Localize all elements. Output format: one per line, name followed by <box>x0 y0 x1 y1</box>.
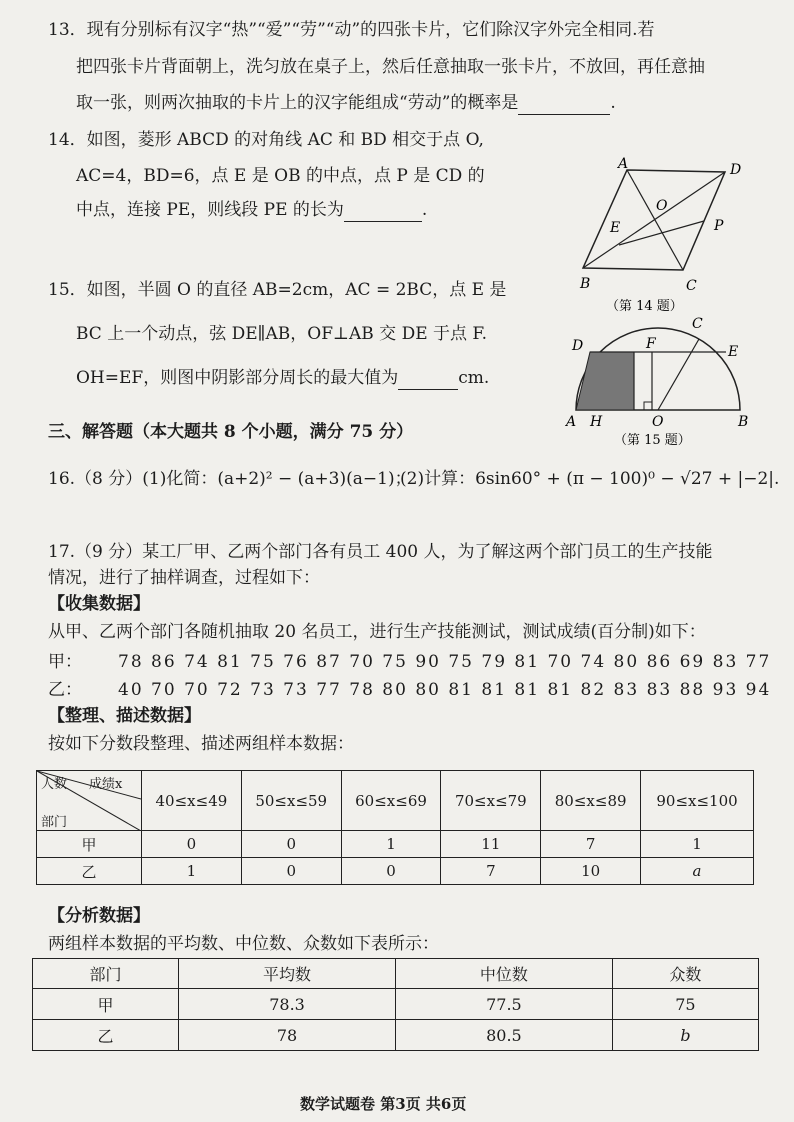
dept-cell: 甲 <box>37 831 142 858</box>
count-cell: 7 <box>541 831 641 858</box>
statistics-table <box>32 958 759 1051</box>
q15-line-1: 15．如图，半圆 O 的直径 AB=2cm，AC = 2BC，点 E 是 <box>48 280 507 300</box>
frequency-table-header-row <box>37 771 754 831</box>
count-cell: 1 <box>341 831 441 858</box>
table-row <box>33 1020 759 1051</box>
collect-data-text: 从甲、乙两个部门各随机抽取 20 名员工，进行生产技能测试，测试成绩(百分制)如下： <box>48 622 706 642</box>
q14-line-2: AC=4，BD=6，点 E 是 OB 的中点，点 P 是 CD 的 <box>76 166 485 186</box>
mode-cell: 75 <box>612 989 758 1020</box>
table-row <box>33 989 759 1020</box>
count-cell: 11 <box>441 831 541 858</box>
collect-data-title: 【收集数据】 <box>48 594 150 614</box>
q14-label-o: O <box>656 198 668 214</box>
q14-line-3: 中点，连接 PE，则线段 PE 的长为 . <box>76 200 428 220</box>
q15-label-d: D <box>572 338 584 354</box>
header-cell: 部门 <box>33 959 179 989</box>
count-cell: 0 <box>241 831 341 858</box>
header-cell: 80≤x≤89 <box>541 771 641 831</box>
analyze-data-text: 两组样本数据的平均数、中位数、众数如下表所示： <box>48 934 439 954</box>
table-row <box>37 831 754 858</box>
organize-data-text: 按如下分数段整理、描述两组样本数据： <box>48 734 354 754</box>
section-heading: 三、解答题（本大题共 8 个小题，满分 75 分） <box>48 422 414 442</box>
count-cell: 1 <box>641 831 754 858</box>
q14-caption: （第 14 题） <box>606 299 683 314</box>
table-row <box>37 858 754 885</box>
q15-line-3 <box>76 366 489 390</box>
dept-cell: 乙 <box>37 858 142 885</box>
answer-blank-14 <box>344 203 422 222</box>
corner-dept-label: 部门 <box>41 815 68 830</box>
q15-label-e: E <box>728 344 739 360</box>
dept-cell: 乙 <box>33 1020 179 1051</box>
count-cell: 7 <box>441 858 541 885</box>
median-cell: 77.5 <box>395 989 612 1020</box>
q15-semicircle-figure <box>562 310 762 450</box>
q15-label-b: B <box>738 414 749 430</box>
q15-label-o: O <box>652 414 664 430</box>
mode-cell: b <box>612 1020 758 1051</box>
header-cell: 中位数 <box>395 959 612 989</box>
analyze-data-title: 【分析数据】 <box>48 906 150 926</box>
header-cell: 70≤x≤79 <box>441 771 541 831</box>
frequency-table <box>36 770 754 885</box>
q15-label-c: C <box>692 316 703 332</box>
count-cell: a <box>641 858 754 885</box>
count-cell: 0 <box>341 858 441 885</box>
q14-label-p: P <box>714 218 724 234</box>
header-cell: 众数 <box>612 959 758 989</box>
q14-line-3-text: 中点，连接 PE，则线段 PE 的长为 <box>76 200 344 220</box>
organize-data-title: 【整理、描述数据】 <box>48 706 201 726</box>
q15-unit: cm. <box>458 368 490 388</box>
header-cell: 60≤x≤69 <box>341 771 441 831</box>
q15-label-a: A <box>566 414 577 430</box>
q15-line-2: BC 上一个动点，弦 DE∥AB，OF⊥AB 交 DE 于点 F. <box>76 324 487 344</box>
q15-line-3-text: OH=EF，则图中阴影部分周长的最大值为 <box>76 368 399 388</box>
table-corner-cell <box>37 771 142 831</box>
mean-cell: 78.3 <box>179 989 396 1020</box>
count-cell: 10 <box>541 858 641 885</box>
yi-scores: 40 70 70 72 73 73 77 78 80 80 81 81 81 81 82 83 83 88 93 94 <box>118 680 772 700</box>
q14-rhombus-figure <box>570 150 780 320</box>
q14-label-c: C <box>686 278 697 294</box>
yi-label: 乙： <box>48 680 82 700</box>
statistics-header-row <box>33 959 759 989</box>
jia-scores: 78 86 74 81 75 76 87 70 75 90 75 79 81 70 74 80 86 69 83 77 <box>118 652 772 672</box>
mean-cell: 78 <box>179 1020 396 1051</box>
q15-label-f: F <box>646 336 656 352</box>
count-cell: 0 <box>241 858 341 885</box>
header-cell: 平均数 <box>179 959 396 989</box>
jia-label: 甲： <box>48 652 82 672</box>
q13-line-3-text: 取一张，则两次抽取的卡片上的汉字能组成“劳动”的概率是 <box>76 93 519 113</box>
count-cell: 0 <box>142 831 242 858</box>
answer-blank-15 <box>398 371 458 390</box>
header-cell: 50≤x≤59 <box>241 771 341 831</box>
count-cell: 1 <box>142 858 242 885</box>
q15-label-h: H <box>590 414 603 430</box>
q16-part-2: (2)计算：6sin60° + (π − 100)⁰ − √27 + |−2|. <box>400 469 780 489</box>
q13-line-3: 取一张，则两次抽取的卡片上的汉字能组成“劳动”的概率是 . <box>76 93 616 113</box>
q17-line-1: 17.（9 分）某工厂甲、乙两个部门各有员工 400 人，为了解这两个部门员工的生产技能 <box>48 542 713 562</box>
header-cell: 90≤x≤100 <box>641 771 754 831</box>
q13-line-2: 把四张卡片背面朝上，洗匀放在桌子上，然后任意抽取一张卡片，不放回，再任意抽 <box>76 57 705 77</box>
q14-label-a: A <box>618 156 629 172</box>
header-cell: 40≤x≤49 <box>142 771 242 831</box>
corner-score-label: 成绩x <box>89 777 123 792</box>
q13-line-1: 13．现有分别标有汉字“热”“爱”“劳”“动”的四张卡片，它们除汉字外完全相同.若 <box>48 20 655 40</box>
dept-cell: 甲 <box>33 989 179 1020</box>
page-footer: 数学试题卷 第3页 共6页 <box>300 1095 467 1113</box>
q17-line-2: 情况，进行了抽样调查，过程如下： <box>48 568 320 588</box>
q14-line-1: 14．如图，菱形 ABCD 的对角线 AC 和 BD 相交于点 O, <box>48 130 484 150</box>
median-cell: 80.5 <box>395 1020 612 1051</box>
q14-label-e: E <box>610 220 621 236</box>
q16-part-1: 16.（8 分）(1)化简：(a+2)² − (a+3)(a−1)； <box>48 469 412 489</box>
corner-people-label: 人数 <box>41 777 68 792</box>
q14-label-d: D <box>730 162 742 178</box>
q14-label-b: B <box>580 276 591 292</box>
q15-caption: （第 15 题） <box>614 433 691 448</box>
answer-blank-13 <box>518 96 610 115</box>
